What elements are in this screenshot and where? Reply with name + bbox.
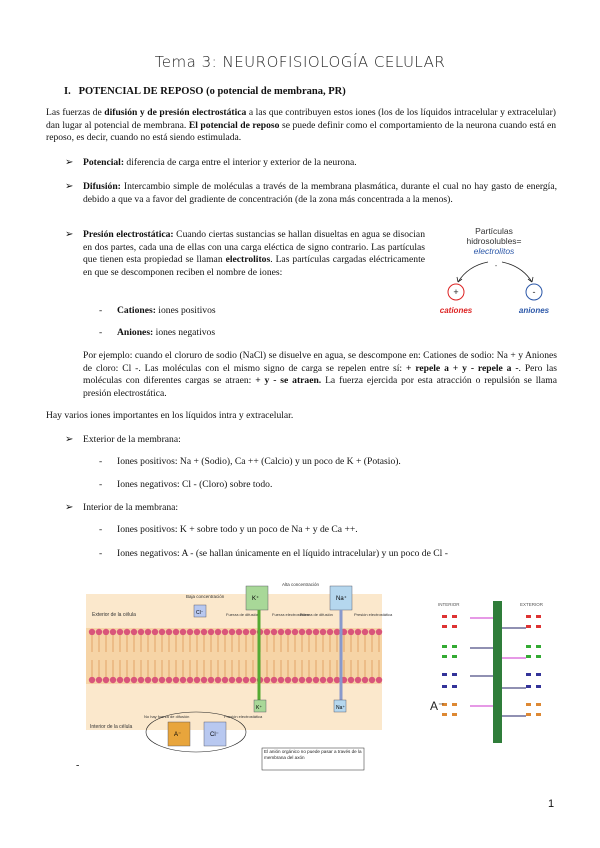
alta-label: Alta concentración <box>282 582 320 587</box>
ion-aniones: - Aniones: iones negativos <box>99 327 216 338</box>
phospholipid-head <box>306 677 312 683</box>
phospholipid-head <box>131 629 137 635</box>
phospholipid-head <box>292 677 298 683</box>
ion-marker <box>526 685 531 688</box>
interior-label-small: INTERIOR <box>438 602 460 607</box>
ion-marker <box>526 703 531 706</box>
ion-marker <box>536 703 541 706</box>
page-title: Tema 3: NEUROFISIOLOGÍA CELULAR <box>154 53 446 71</box>
cationes-label: cationes <box>439 306 473 315</box>
bullet-difusion: ➢ Difusión: Intercambio simple de moléculas a través de la membrana plasmática, durante el cual no hay gasto de energía, debido a que va a favor del gradiente de concentración (de la zona más concentrada a la menos). <box>65 181 557 205</box>
ion-marker <box>442 655 447 658</box>
phospholipid-head <box>250 629 256 635</box>
membrane-channel-bar <box>493 601 502 743</box>
ion-marker <box>452 673 457 676</box>
ion-marker <box>536 673 541 676</box>
na-ion-bottom: Na⁺ <box>336 705 346 711</box>
phospholipid-head <box>187 677 193 683</box>
phospholipid-head <box>362 629 368 635</box>
interior-positivos: - Iones positivos: K + sobre todo y un poco de Na + y de Ca ++. <box>99 524 358 535</box>
phospholipid-head <box>285 677 291 683</box>
phospholipid-head <box>89 677 95 683</box>
phospholipid-head <box>348 677 354 683</box>
phospholipid-head <box>152 677 158 683</box>
phospholipid-head <box>334 677 340 683</box>
anion-note: El anión orgánico no puede pasar a través de la membrana del axón <box>264 749 362 760</box>
phospholipid-head <box>166 677 172 683</box>
phospholipid-head <box>313 677 319 683</box>
k-ion-top: K⁺ <box>252 596 260 602</box>
electrolyte-diagram <box>432 222 560 318</box>
phospholipid-head <box>362 677 368 683</box>
arrow-bullet-icon: ➢ <box>65 434 74 445</box>
interior-negativos: - Iones negativos: A - (se hallan únicamente en el líquido intracelular) y un poco de Cl - <box>99 548 448 559</box>
phospholipid-head <box>110 629 116 635</box>
phospholipid-head <box>320 677 326 683</box>
phospholipid-head <box>96 629 102 635</box>
cl-ion-top: Cl⁻ <box>196 610 204 616</box>
ion-cationes: - Cationes: iones positivos <box>99 305 216 316</box>
phospholipid-head <box>124 677 130 683</box>
phospholipid-head <box>320 629 326 635</box>
ion-marker <box>536 615 541 618</box>
phospholipid-head <box>264 629 270 635</box>
ion-marker <box>536 625 541 628</box>
bullet-presion: ➢ Presión electrostática: Cuando ciertas sustancias se hallan disueltas en agua se disocian en dos partes, cada una de ellas con una carga eléctica de signo contrario. Las partículas que tienen esta propiedad se llaman electrolitos. Las partículas cargadas eléctricamente en que se descomponen reciben el nombre de iones: <box>65 229 425 278</box>
phospholipid-head <box>138 677 144 683</box>
ion-marker <box>526 673 531 676</box>
phospholipid-head <box>236 629 242 635</box>
ion-marker <box>526 655 531 658</box>
phospholipid-head <box>173 629 179 635</box>
phospholipid-head <box>131 677 137 683</box>
ion-marker <box>536 655 541 658</box>
ion-marker <box>526 625 531 628</box>
cl-ion-bottom: Cl⁻ <box>210 732 219 738</box>
ion-marker <box>442 673 447 676</box>
cation-sign: + <box>453 287 459 297</box>
ion-marker <box>536 713 541 716</box>
phospholipid-head <box>103 629 109 635</box>
phospholipid-head <box>278 677 284 683</box>
phospholipid-head <box>159 677 165 683</box>
a-minus-label: A⁻ <box>430 699 445 713</box>
presion-electrostatica2-label: Presión electrostática <box>224 714 263 719</box>
right-arrow-line <box>502 262 532 282</box>
ion-marker <box>452 615 457 618</box>
section-heading-text: POTENCIAL DE REPOSO (o potencial de membrana, PR) <box>78 86 346 97</box>
phospholipid-head <box>201 677 207 683</box>
section-number: I. <box>64 86 71 97</box>
phospholipid-head <box>145 629 151 635</box>
phospholipid-head <box>117 629 123 635</box>
ion-marker <box>452 703 457 706</box>
ion-marker <box>526 615 531 618</box>
phospholipid-head <box>89 629 95 635</box>
exterior-heading: ➢ Exterior de la membrana: <box>65 434 181 445</box>
ion-marker <box>442 713 447 716</box>
section-heading <box>64 86 346 97</box>
presion-electrostatica-label: Presión electrostática <box>354 612 393 617</box>
exterior-label: Exterior de la célula <box>92 612 136 618</box>
baja-label: Baja concentración <box>186 594 225 599</box>
electrolyte-minus: - <box>494 263 498 270</box>
phospholipid-head <box>355 677 361 683</box>
channel-figure <box>430 598 560 746</box>
dash-bullet: - <box>99 327 103 338</box>
ion-marker <box>536 645 541 648</box>
electrolyte-line1: Partículas <box>475 226 513 236</box>
ion-marker <box>452 625 457 628</box>
phospholipid-head <box>208 629 214 635</box>
phospholipid-head <box>376 677 382 683</box>
ion-marker <box>442 625 447 628</box>
interior-label: Interior de la célula <box>90 724 133 730</box>
k-ion-bottom: K⁺ <box>256 705 262 711</box>
phospholipid-head <box>166 629 172 635</box>
phospholipid-head <box>243 629 249 635</box>
electrolyte-line2: hidrosolubles= <box>466 236 522 246</box>
fuerza-difusion-label: Fuerza de difusión <box>226 612 259 617</box>
phospholipid-head <box>222 677 228 683</box>
phospholipid-head <box>194 677 200 683</box>
phospholipid-head <box>215 629 221 635</box>
phospholipid-head <box>159 629 165 635</box>
ion-marker <box>442 645 447 648</box>
phospholipid-head <box>201 629 207 635</box>
a-ion: A⁻ <box>174 732 182 738</box>
phospholipid-head <box>299 677 305 683</box>
ion-marker <box>536 685 541 688</box>
exterior-label-small: EXTERIOR <box>520 602 544 607</box>
phospholipid-head <box>229 629 235 635</box>
na-ion-top: Na⁺ <box>336 596 347 602</box>
fuerza-difusion2-label: Fuerza de difusión <box>300 612 333 617</box>
phospholipid-head <box>236 677 242 683</box>
ion-marker <box>526 645 531 648</box>
membrane-figure <box>86 576 393 772</box>
aniones-label: aniones <box>518 306 550 315</box>
exterior-negativos: - Iones negativos: Cl - (Cloro) sobre todo. <box>99 479 273 490</box>
phospholipid-head <box>173 677 179 683</box>
phospholipid-head <box>264 677 270 683</box>
phospholipid-head <box>187 629 193 635</box>
phospholipid-head <box>271 629 277 635</box>
phospholipid-head <box>124 629 130 635</box>
ion-marker <box>452 685 457 688</box>
phospholipid-head <box>250 677 256 683</box>
phospholipid-head <box>292 629 298 635</box>
exterior-positivos: - Iones positivos: Na + (Sodio), Ca ++ (Calcio) y un poco de K + (Potasio). <box>99 456 401 467</box>
phospholipid-head <box>327 629 333 635</box>
fuerza-electrostatica-label: Fuerza electrostática <box>272 612 310 617</box>
phospholipid-head <box>355 629 361 635</box>
varios-paragraph: Hay varios iones importantes en los líquidos intra y extracelular. <box>46 410 294 421</box>
phospholipid-head <box>313 629 319 635</box>
phospholipid-head <box>327 677 333 683</box>
phospholipid-head <box>271 677 277 683</box>
electrolyte-line3: electrolitos <box>473 246 515 256</box>
ion-marker <box>452 713 457 716</box>
ion-marker <box>442 685 447 688</box>
phospholipid-head <box>229 677 235 683</box>
phospholipid-head <box>369 677 375 683</box>
arrow-bullet-icon: ➢ <box>65 229 74 240</box>
arrow-bullet-icon: ➢ <box>65 157 74 168</box>
anion-sign: - <box>532 287 536 297</box>
intro-paragraph: Las fuerzas de difusión y de presión electrostática a las que contribuyen estos iones (los de los líquidos intracelular y extracelular) dan lugar al potencial de membrana. El potencial de reposo se puede definir como el comportamiento de la neurona cuando está en reposo, es decir, cuando no está siendo estimulada. <box>46 107 557 143</box>
dash-bullet: - <box>99 305 103 316</box>
phospholipid-head <box>299 629 305 635</box>
phospholipid-head <box>208 677 214 683</box>
phospholipid-head <box>334 629 340 635</box>
phospholipid-head <box>138 629 144 635</box>
phospholipid-head <box>243 677 249 683</box>
arrow-bullet-icon: ➢ <box>65 502 74 513</box>
phospholipid-head <box>180 629 186 635</box>
phospholipid-head <box>215 677 221 683</box>
arrow-bullet-icon: ➢ <box>65 181 74 192</box>
example-paragraph: Por ejemplo: cuando el cloruro de sodio (NaCl) se disuelve en agua, se descompone en: Cationes de sodio: Na + y Aniones de cloro: Cl -. Las moléculas con el mismo signo de carga se repelen entre sí: + repele a + y - repele a -. Pero las moléculas con diferentes cargas se atraen: + y - se atraen. La fuerza ejercida por esta atracción o repulsión se llama presión electrostática. <box>83 350 558 399</box>
phospholipid-head <box>117 677 123 683</box>
phospholipid-head <box>285 629 291 635</box>
ion-marker <box>452 645 457 648</box>
phospholipid-head <box>96 677 102 683</box>
no-hay-label: No hay fuerza de difusión <box>144 714 190 719</box>
stray-dash: - <box>76 760 80 771</box>
phospholipid-head <box>376 629 382 635</box>
phospholipid-head <box>348 629 354 635</box>
left-arrow-line <box>458 262 488 282</box>
ion-marker <box>452 655 457 658</box>
phospholipid-head <box>103 677 109 683</box>
phospholipid-head <box>278 629 284 635</box>
phospholipid-head <box>110 677 116 683</box>
phospholipid-head <box>222 629 228 635</box>
phospholipid-head <box>369 629 375 635</box>
phospholipid-head <box>152 629 158 635</box>
ion-marker <box>442 615 447 618</box>
phospholipid-head <box>145 677 151 683</box>
channel-ion-group <box>442 615 541 716</box>
bullet-potencial: ➢ Potencial: diferencia de carga entre el interior y exterior de la neurona. <box>65 157 357 168</box>
phospholipid-head <box>180 677 186 683</box>
phospholipid-head <box>306 629 312 635</box>
interior-heading: ➢ Interior de la membrana: <box>65 502 179 513</box>
ion-marker <box>526 713 531 716</box>
page-number: 1 <box>548 798 555 810</box>
phospholipid-head <box>194 629 200 635</box>
